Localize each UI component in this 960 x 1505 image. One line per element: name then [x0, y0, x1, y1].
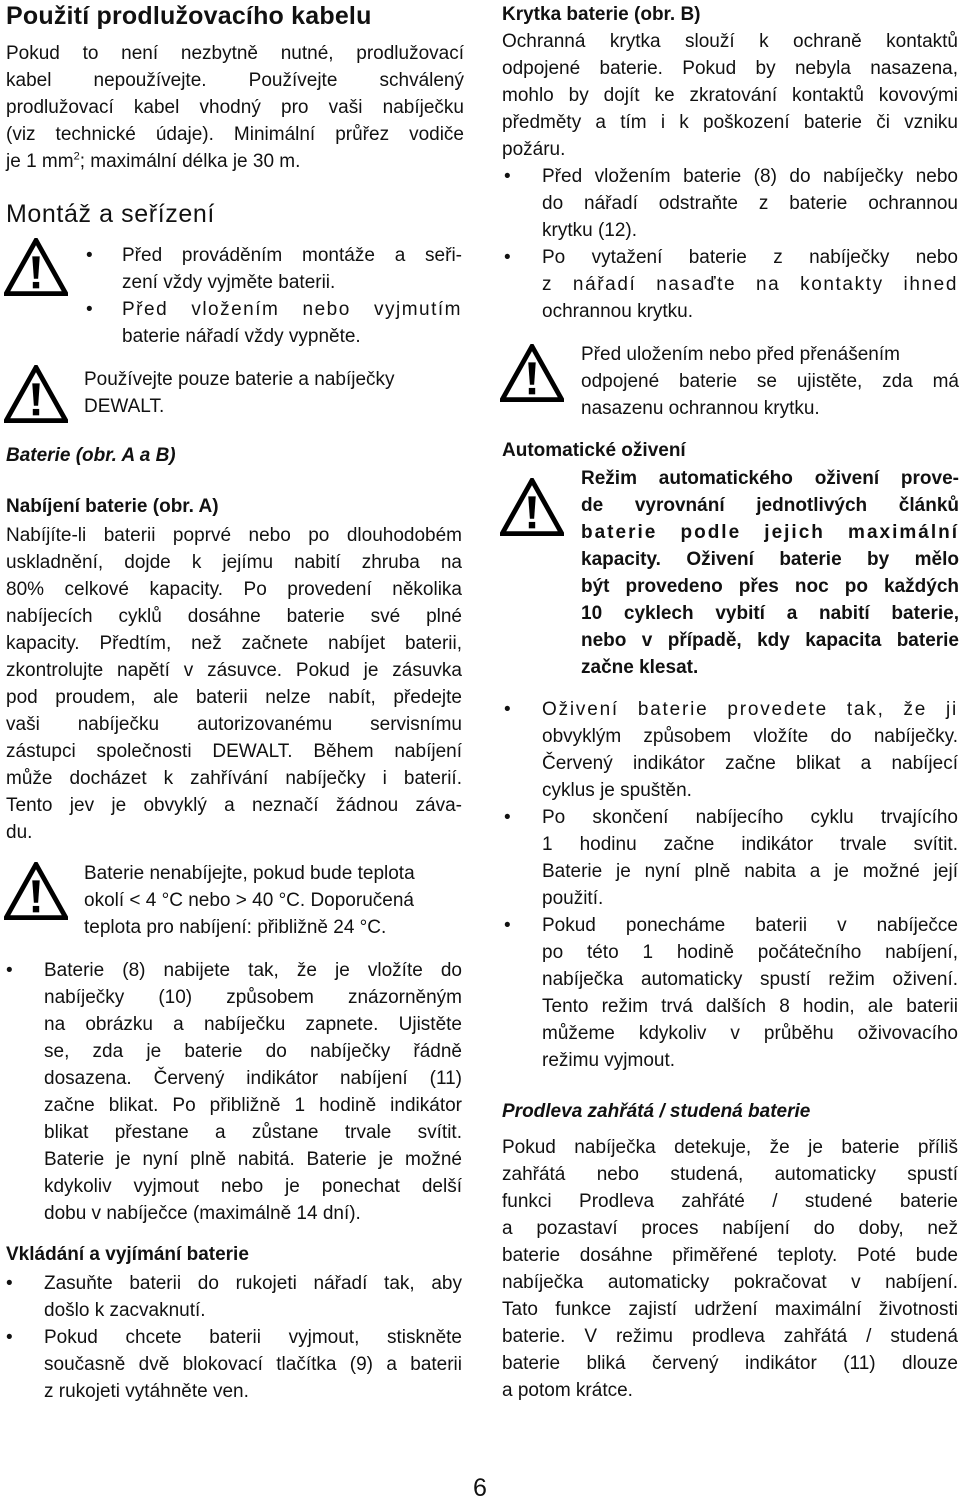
charge-bullets [6, 957, 462, 1227]
text-line: do nářadí odstraňte z baterie ochrannou [542, 193, 958, 214]
text-line: teplota pro nabíjení: přibližně 24 °C. [84, 917, 387, 938]
text-line: začne klesat. [581, 657, 699, 678]
superscript: 2 [73, 150, 80, 163]
cover-heading: Krytka baterie (obr. B) [502, 4, 701, 25]
list-item [504, 804, 958, 912]
text-line: blikat přestane a zůstane trvale svítit. [44, 1122, 462, 1143]
text-line: baterie. V režimu prodleva zahřátá / studená [502, 1326, 958, 1347]
text-line: Pokud nabíječka detekuje, že je baterie příliš [502, 1137, 958, 1158]
text-line: Baterie je nyní plně nabitá. Baterie je možné [44, 1149, 462, 1170]
bullet-icon: • [504, 915, 511, 936]
text-line: okolí < 4 °C nebo > 40 °C. Doporučená [84, 890, 414, 911]
text-line: funkci Prodleva zahřáté / studené baterie [502, 1191, 958, 1212]
text-line: nabíjecích cyklů dosáhne baterie své plné [6, 606, 462, 627]
text-line: po této 1 hodině počátečního nabíjení, [542, 942, 958, 963]
text-line: můžeme kdykoliv v průběhu oživovacího [542, 1023, 958, 1044]
text-line: prodlužovací kabel vhodný pro vaši nabíječku [6, 97, 464, 118]
text-line: Před prováděním montáže a seři- [122, 245, 462, 266]
list-item [504, 912, 958, 1074]
text-line: začne blikat. Po přibližně 1 hodině indikátor [44, 1095, 462, 1116]
text-line: baterie podle jejich maximální [581, 522, 959, 543]
text-line: odpojené baterie. Pokud by nebyla nasazena, [502, 58, 958, 79]
text-line: Baterie je nyní plně nabita a je možné její [542, 861, 958, 882]
text-line: z nářadí nasaďte na kontakty ihned [542, 274, 958, 295]
cover-bullets [504, 163, 958, 325]
bullet-icon: • [86, 299, 93, 320]
batteries-heading: Baterie (obr. A a B) [6, 445, 176, 466]
warning-icon [500, 344, 564, 402]
text-line: 10 cyklech vybití a nabití baterie, [581, 603, 959, 624]
text-line: Nabíjíte-li baterii poprvé nebo po dlouhodobém [6, 525, 462, 546]
warning-icon [4, 365, 68, 423]
text-line: 1 hodinu začne indikátor trvale svítit. [542, 834, 958, 855]
temperature-warning [84, 860, 464, 941]
assembly-bullets [86, 242, 462, 350]
text-line: z rukojeti vytáhněte ven. [44, 1381, 249, 1402]
text-line [6, 148, 464, 175]
text-line: Používejte pouze baterie a nabíječky [84, 369, 395, 390]
text-line: Režim automatického oživení prove- [581, 468, 959, 489]
bullet-icon: • [6, 1327, 13, 1348]
refresh-heading: Automatické oživení [502, 440, 686, 461]
list-item [6, 957, 462, 1227]
text-line: současně dvě blokovací tlačítka (9) a baterii [44, 1354, 462, 1375]
bullet-icon: • [504, 247, 511, 268]
text-line: předměty a tím i k poškození baterie či vzniku [502, 112, 958, 133]
text-line: vaši nabíječku autorizovanému servisnímu [6, 714, 462, 735]
text-line: kapacity. Oživení baterie by mělo [581, 549, 959, 570]
text-line: nebo v případě, kdy kapacita baterie [581, 630, 959, 651]
text-line: zení vždy vyjměte baterii. [122, 272, 336, 293]
text-line: uskladnění, dojde k jejímu nabití zhruba na [6, 552, 462, 573]
text-line: dosazena. Červený indikátor nabíjení (11) [44, 1068, 462, 1089]
text-line: mohlo by dojít ke zkratování kontaktů kovovými [502, 85, 958, 106]
text-line: Tento režim trvá dalších 8 hodin, ale baterii [542, 996, 958, 1017]
text-line: došlo k zacvaknutí. [44, 1300, 206, 1321]
bullet-icon: • [504, 166, 511, 187]
refresh-bullets [504, 696, 958, 1074]
list-item [6, 1270, 462, 1324]
text-line: a potom krátce. [502, 1380, 633, 1401]
text-line: být provedeno přes noc po každých [581, 576, 959, 597]
charging-heading: Nabíjení baterie (obr. A) [6, 496, 219, 517]
text-line: (viz technické údaje). Minimální průřez vodiče [6, 124, 464, 145]
text-line: de vyrovnání jednotlivých článků [581, 495, 959, 516]
assembly-title: Montáž a seřízení [6, 200, 215, 228]
text-line: kapacity. Předtím, než začnete nabíjet baterii, [6, 633, 462, 654]
text-line: Před vložením baterie (8) do nabíječky nebo [542, 166, 958, 187]
bullet-icon: • [6, 1273, 13, 1294]
text-line: Po skončení nabíjecího cyklu trvajícího [542, 807, 958, 828]
text-fragment: ; maximální délka je 30 m. [79, 151, 301, 172]
extension-cord-paragraph [6, 40, 464, 175]
list-item [86, 242, 462, 296]
text-line: Před uložením nebo před přenášením [581, 344, 900, 365]
text-line: Ochranná krytka slouží k ochraně kontaktů [502, 31, 958, 52]
text-line: požáru. [502, 139, 566, 160]
text-line: Zasuňte baterii do rukojeti nářadí tak, aby [44, 1273, 462, 1294]
list-item [86, 296, 462, 350]
text-line: Před vložením nebo vyjmutím [122, 299, 462, 320]
warning-icon [4, 238, 68, 296]
text-line: zahřátá nebo studená, automaticky spustí [502, 1164, 958, 1185]
list-item [504, 244, 958, 325]
text-line: Tato funkce zajistí udržení maximální životnosti [502, 1299, 958, 1320]
text-line: nasazenu ochrannou krytku. [581, 398, 820, 419]
text-line: obvyklým způsobem vložíte do nabíječky. [542, 726, 958, 747]
bullet-icon: • [6, 960, 13, 981]
text-line: na obrázku a nabíječku zapnete. Ujistěte [44, 1014, 462, 1035]
text-line: Pokud ponecháme baterii v nabíječce [542, 915, 958, 936]
text-line: DEWALT. [84, 396, 165, 417]
text-line: kdykoliv vyjmout nebo je ponechat delší [44, 1176, 462, 1197]
text-line: Oživení baterie provedete tak, že ji [542, 699, 958, 720]
text-line: zkontrolujte napětí v zásuvce. Pokud je zásuvka [6, 660, 462, 681]
text-line: kabel nepoužívejte. Používejte schválený [6, 70, 464, 91]
text-line: du. [6, 822, 33, 843]
text-line: může docházet k zahřívání nabíječky i baterií. [6, 768, 462, 789]
text-line: nabíječka automaticky pokračovat v nabíjení. [502, 1272, 958, 1293]
insert-bullets [6, 1270, 462, 1405]
text-line: cyklus je spuštěn. [542, 780, 692, 801]
text-line: a pozastaví proces nabíjení do doby, než [502, 1218, 958, 1239]
list-item [504, 163, 958, 244]
text-line: krytku (12). [542, 220, 638, 241]
text-line: použití. [542, 888, 604, 909]
cover-warning [581, 341, 959, 422]
text-line: zástupci společnosti DEWALT. Během nabíjení [6, 741, 462, 762]
text-line: baterie bliká červený indikátor (11) dlouze [502, 1353, 958, 1374]
text-line: Tento jev je obvyklý a neznačí žádnou záva- [6, 795, 462, 816]
text-line: se, zda je baterie do nabíječky řádně [44, 1041, 462, 1062]
extension-cord-title: Použití prodlužovacího kabelu [6, 2, 372, 30]
charging-paragraph [6, 522, 462, 846]
dewalt-warning [84, 366, 464, 420]
text-line: Po vytažení baterie z nabíječky nebo [542, 247, 958, 268]
list-item [6, 1324, 462, 1405]
text-line: Pokud to není nezbytně nutné, prodlužovací [6, 43, 464, 64]
text-line: ochrannou krytku. [542, 301, 694, 322]
delay-heading: Prodleva zahřátá / studená baterie [502, 1101, 811, 1122]
bullet-icon: • [504, 807, 511, 828]
warning-icon [4, 862, 68, 920]
bullet-icon: • [86, 245, 93, 266]
text-line: nabíječky (10) způsobem znázorněným [44, 987, 462, 1008]
text-fragment: je 1 mm [6, 151, 74, 172]
text-line: dobu v nabíječce (maximálně 14 dní). [44, 1203, 361, 1224]
refresh-warning [581, 465, 959, 681]
text-line: baterie dosáhne přiměřené teploty. Poté bude [502, 1245, 958, 1266]
text-line: 80% celkové kapacity. Po provedení několika [6, 579, 462, 600]
text-line: baterie nářadí vždy vypněte. [122, 326, 361, 347]
text-line: nabíječka automaticky spustí režim oživení. [542, 969, 958, 990]
warning-icon [500, 478, 564, 536]
text-line: Pokud chcete baterii vyjmout, stiskněte [44, 1327, 462, 1348]
text-line: odpojené baterie se ujistěte, zda má [581, 371, 959, 392]
text-line: Baterie (8) nabijete tak, že je vložíte do [44, 960, 462, 981]
text-line: Červený indikátor začne blikat a nabíjecí [542, 753, 958, 774]
list-item [504, 696, 958, 804]
cover-paragraph [502, 28, 958, 163]
delay-paragraph [502, 1134, 958, 1404]
insert-remove-heading: Vkládání a vyjímání baterie [6, 1244, 249, 1265]
text-line: režimu vyjmout. [542, 1050, 676, 1071]
text-line: pod proudem, ale baterii nelze nabít, předejte [6, 687, 462, 708]
text-line: Baterie nenabíjejte, pokud bude teplota [84, 863, 415, 884]
page-number: 6 [473, 1474, 487, 1502]
bullet-icon: • [504, 699, 511, 720]
